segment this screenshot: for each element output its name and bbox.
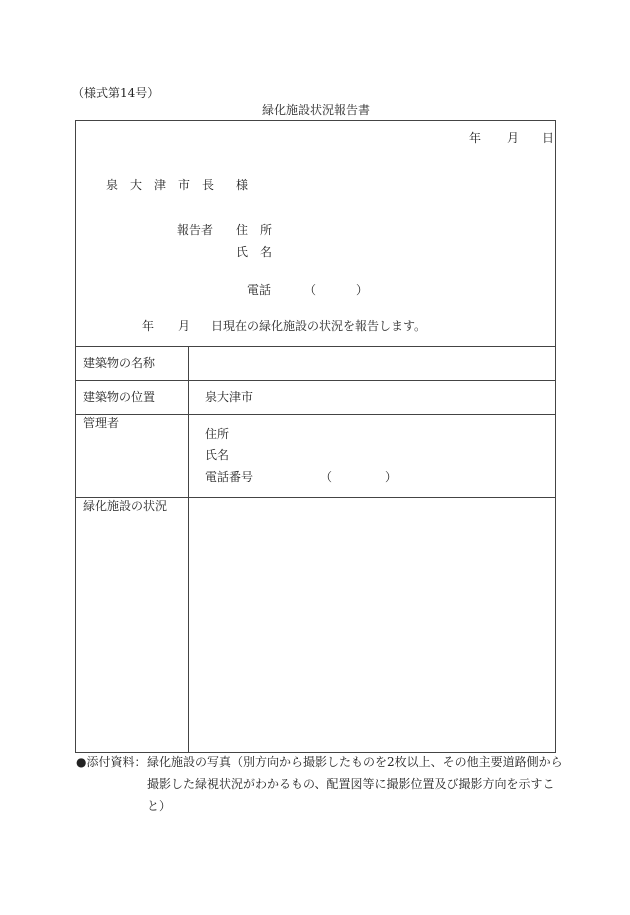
attachment-line: 緑化施設の写真（別方向から撮影したものを2枚以上、その他主要道路側から [147,755,563,769]
building-name-label: 建築物の名称 [83,356,156,370]
statement-text: 日現在の緑化施設の状況を報告します。 [211,319,427,333]
addressee-char: 泉 [106,178,119,192]
date-day[interactable]: 日 [542,131,555,145]
divider [75,414,556,415]
paren-close: ） [356,283,369,297]
addressee-char: 津 [154,178,167,192]
attachment-line: 撮影した緑視状況がわかるもの、配置図等に撮影位置及び撮影方向を示すこ [147,777,555,791]
building-name-field[interactable] [205,356,545,370]
divider [75,497,556,498]
reporter-address-label: 住 所 [236,223,273,237]
building-location-value[interactable]: 泉大津市 [205,390,254,404]
paren-close: ） [385,470,398,484]
statement-month: 月 [178,319,191,333]
attachment-line: と） [147,799,172,813]
addressee-char: 長 [202,178,215,192]
form-number: （様式第14号） [72,86,160,100]
manager-phone-label: 電話番号 [205,470,254,484]
date-year[interactable]: 年 [469,131,482,145]
reporter-phone-label: 電話 [247,283,272,297]
attachment-label: ●添付資料： [76,755,147,769]
manager-address-label: 住所 [205,427,230,441]
divider [75,380,556,381]
addressee-char: 大 [130,178,143,192]
column-divider [188,346,189,753]
honorific: 様 [236,178,249,192]
manager-label: 管理者 [83,416,120,430]
document-title: 緑化施設状況報告書 [262,103,371,117]
greening-status-field[interactable] [195,505,545,745]
reporter-label: 報告者 [177,223,214,237]
date-month[interactable]: 月 [507,131,520,145]
greening-status-label: 緑化施設の状況 [83,499,168,513]
addressee-char: 市 [178,178,191,192]
paren-open: （ [304,283,317,297]
divider [75,346,556,347]
paren-open: （ [320,470,333,484]
reporter-name-label: 氏 名 [236,245,273,259]
statement-year: 年 [142,319,155,333]
building-location-label: 建築物の位置 [83,390,156,404]
manager-name-label: 氏名 [205,448,230,462]
